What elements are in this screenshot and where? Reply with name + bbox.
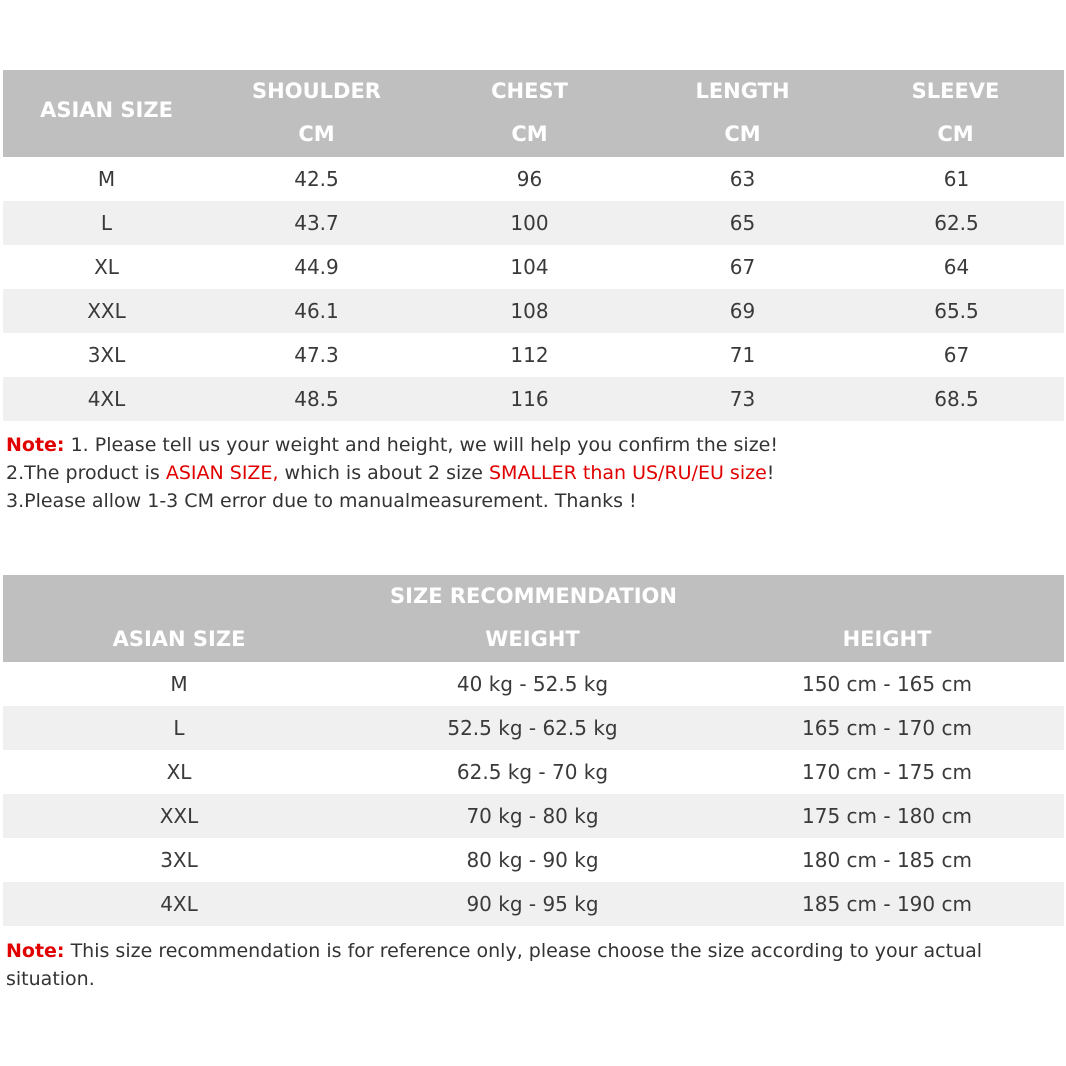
- table-cell: 96: [516, 167, 543, 191]
- table-row: [3, 882, 1064, 926]
- table-cell: 73: [729, 387, 756, 411]
- table-cell: 61: [943, 167, 970, 191]
- recommendation-header: [3, 575, 1064, 662]
- table-cell: 165 cm - 170 cm: [802, 716, 972, 740]
- table-cell: M: [170, 672, 188, 696]
- table-cell: 65: [729, 211, 756, 235]
- table-cell: 69: [729, 299, 756, 323]
- table-cell: 80 kg - 90 kg: [466, 848, 599, 872]
- table-cell: 90 kg - 95 kg: [466, 892, 599, 916]
- table-cell: L: [100, 211, 113, 235]
- size-recommendation-table: [3, 575, 1064, 926]
- table-cell: 47.3: [294, 343, 339, 367]
- table-cell: 42.5: [294, 167, 339, 191]
- table-cell: 67: [729, 255, 756, 279]
- table-cell: 4XL: [160, 892, 198, 916]
- table-cell: 63: [729, 167, 756, 191]
- table-cell: 4XL: [87, 387, 126, 411]
- table-cell: L: [173, 716, 185, 740]
- note2-line-2: situation.: [6, 968, 95, 990]
- table-cell: 150 cm - 165 cm: [802, 672, 972, 696]
- table-cell: 100: [510, 211, 549, 235]
- size-chart-table: [3, 70, 1064, 421]
- table-cell: 65.5: [934, 299, 979, 323]
- table-cell: 64: [943, 255, 970, 279]
- recommendation-body: [3, 662, 1064, 926]
- table-cell: 43.7: [294, 211, 339, 235]
- table-cell: 3XL: [87, 343, 126, 367]
- table-cell: 46.1: [294, 299, 339, 323]
- table-cell: 175 cm - 180 cm: [802, 804, 972, 828]
- table-cell: 112: [510, 343, 549, 367]
- size-notes: [6, 431, 778, 515]
- table-cell: XL: [94, 255, 119, 279]
- table-cell: 185 cm - 190 cm: [802, 892, 972, 916]
- table-row: [3, 662, 1064, 706]
- note-line-2: 2.The product is ASIAN SIZE, which is about 2 size SMALLER than US/RU/EU size!: [6, 462, 775, 484]
- table-cell: 44.9: [294, 255, 339, 279]
- note-line-1: Note: 1. Please tell us your weight and height, we will help you confirm the size!: [6, 434, 778, 456]
- header-rec-asian-size: ASIAN SIZE: [112, 627, 246, 651]
- table-cell: XXL: [159, 804, 199, 828]
- table-row: [3, 201, 1064, 245]
- table-cell: XL: [166, 760, 192, 784]
- table-cell: 48.5: [294, 387, 339, 411]
- table-cell: 104: [510, 255, 549, 279]
- table-row: [3, 157, 1064, 201]
- note-line-3: 3.Please allow 1-3 CM error due to manualmeasurement. Thanks !: [6, 490, 637, 512]
- size-chart-header: ASIAN SIZE SHOULDER CM CHEST CM LENGTH CM SLEEVE CM: [3, 70, 1064, 157]
- table-row: [3, 750, 1064, 794]
- table-cell: 67: [943, 343, 970, 367]
- table-row: [3, 245, 1064, 289]
- recommendation-title: SIZE RECOMMENDATION: [390, 584, 677, 608]
- table-row: [3, 838, 1064, 882]
- recommendation-note: [6, 937, 982, 993]
- table-cell: 62.5: [934, 211, 979, 235]
- note-label: Note:: [6, 434, 65, 456]
- table-cell: XXL: [87, 299, 126, 323]
- table-row: [3, 289, 1064, 333]
- note2-label: Note:: [6, 940, 65, 962]
- table-cell: M: [97, 167, 116, 191]
- table-cell: 108: [510, 299, 549, 323]
- table-cell: 68.5: [934, 387, 979, 411]
- table-cell: 40 kg - 52.5 kg: [456, 672, 609, 696]
- table-row: [3, 333, 1064, 377]
- table-cell: 62.5 kg - 70 kg: [456, 760, 609, 784]
- header-weight: WEIGHT: [485, 627, 580, 651]
- table-cell: 52.5 kg - 62.5 kg: [447, 716, 618, 740]
- table-cell: 180 cm - 185 cm: [802, 848, 972, 872]
- note2-line-1: Note: This size recommendation is for reference only, please choose the size according to your actual: [6, 940, 983, 962]
- table-cell: 170 cm - 175 cm: [802, 760, 972, 784]
- table-row: [3, 706, 1064, 750]
- table-cell: 3XL: [160, 848, 198, 872]
- size-chart-body: [3, 157, 1064, 421]
- table-cell: 116: [510, 387, 549, 411]
- table-row: [3, 377, 1064, 421]
- header-asian-size: ASIAN SIZE: [40, 98, 173, 122]
- table-cell: 71: [729, 343, 756, 367]
- header-height: HEIGHT: [842, 627, 932, 651]
- table-cell: 70 kg - 80 kg: [466, 804, 599, 828]
- table-row: [3, 794, 1064, 838]
